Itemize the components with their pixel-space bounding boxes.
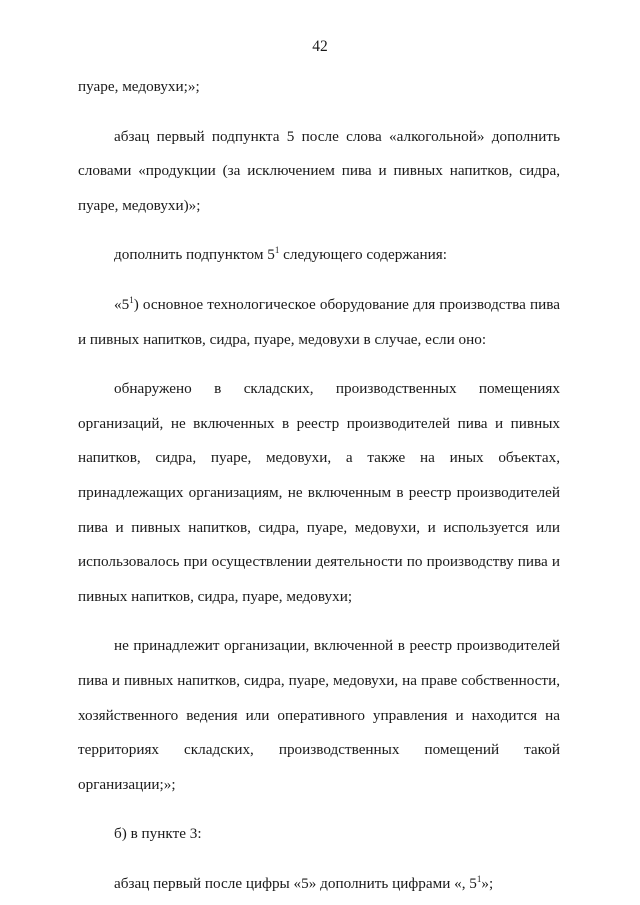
page-number: 42 (312, 38, 328, 55)
paragraph-first-after-digit (78, 867, 560, 902)
superscript: 1 (476, 873, 482, 884)
paragraph-add-subparagraph (78, 238, 560, 273)
text-segment: ) основное технологическое оборудование для производства пива и пивных напитков, сидра, пуаре, медовухи в случае, если оно: (78, 295, 560, 348)
superscript: 1 (129, 294, 134, 305)
paragraph-item-b: б) в пункте 3: (114, 825, 202, 843)
text-segment: абзац первый после цифры «5» дополнить цифрами «, 5 (114, 874, 477, 892)
text-segment: следующего содержания: (279, 246, 447, 264)
document-body (78, 70, 560, 901)
text-segment: «5 (114, 295, 130, 313)
text-segment: »; (481, 874, 494, 892)
superscript: 1 (274, 245, 280, 256)
paragraph-found-in-premises: обнаружено в складских, производственных помещениях организаций, не включенных в реестр производителей пива и пивных напитков, сидра, пуаре, медовухи, а также на иных объектах, принадлежащих организациям, не включенным в реестр производителей пива и пивных напитков, сидра, пуаре, медовухи, и используется или использовалось при осуществлении деятельности по производству пива и пивных напитков, сидра, пуаре, медовухи; (78, 380, 560, 605)
paragraph-not-owned: не принадлежит организации, включенной в реестр производителей пива и пивных напитков, сидра, пуаре, медовухи, на праве собственности, хозяйственного ведения или оперативного управления и находится на территориях складских, производственных помещений такой организации;»; (78, 637, 560, 793)
paragraph-subparagraph-5-1 (78, 288, 560, 357)
text-segment: дополнить подпунктом 5 (114, 246, 275, 264)
paragraph-amend-subparagraph-5: абзац первый подпункта 5 после слова «алкогольной» дополнить словами «продукции (за исключением пива и пивных напитков, сидра, пуаре, медовухи)»; (78, 127, 560, 214)
paragraph-continuation: пуаре, медовухи;»; (78, 78, 200, 95)
